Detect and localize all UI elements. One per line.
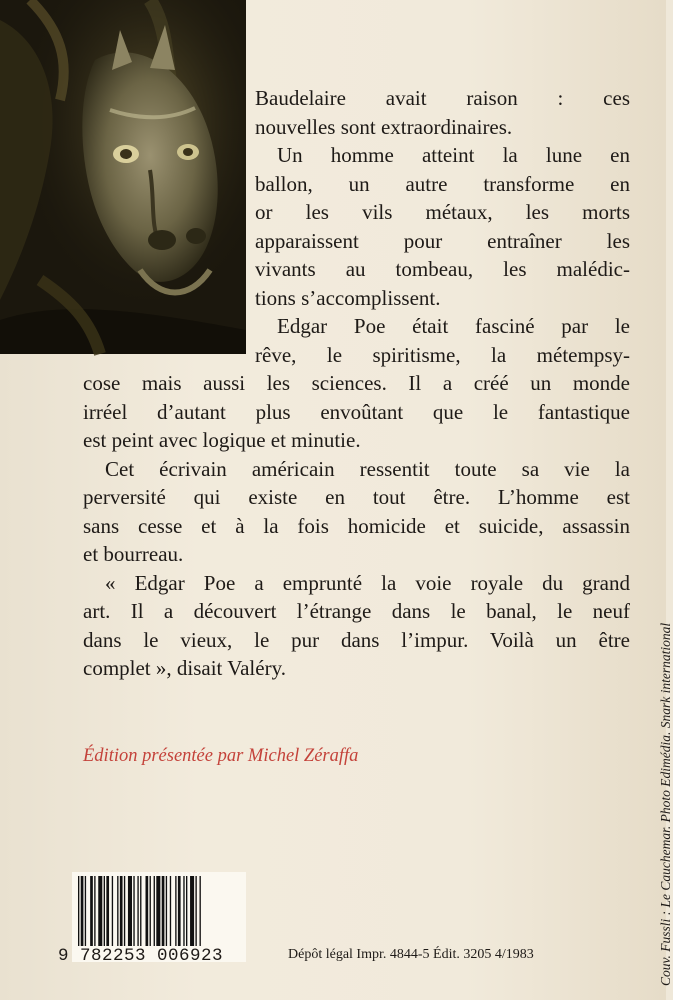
blurb-line: art. Il a découvert l’étrange dans le banal, le neuf [83,599,630,623]
blurb-line: cose mais aussi les sciences. Il a créé un monde [83,371,630,395]
blurb-line: Cet écrivain américain ressentit toute sa vie la [105,457,630,481]
blurb-line: est peint avec logique et minutie. [83,428,361,452]
blurb-line: Un homme atteint la lune en [277,143,630,167]
blurb-line: vivants au tombeau, les malédic- [255,257,630,281]
blurb-line: complet », disait Valéry. [83,656,286,680]
blurb-line: rêve, le spiritisme, la métempsy- [255,343,630,367]
blurb-line: irréel d’autant plus envoûtant que le fantastique [83,400,630,424]
blurb-line: et bourreau. [83,542,184,566]
blurb-line: or les vils métaux, les morts [255,200,630,224]
blurb-line: nouvelles sont extraordinaires. [255,115,513,139]
cover-photo-credit: Couv. Fussli : Le Cauchemar. Photo Edimédia. Snark international [658,622,673,986]
isbn-number: 9 782253 006923 [58,946,224,966]
blurb-line: sans cesse et à la fois homicide et suicide, assassin [83,514,630,538]
blurb-line: « Edgar Poe a emprunté la voie royale du grand [105,571,630,595]
blurb-line: dans le vieux, le pur dans l’impur. Voilà un être [83,628,630,652]
blurb-line: apparaissent pour entraîner les [255,229,630,253]
blurb-line: tions s’accomplissent. [255,286,441,310]
legal-deposit: Dépôt légal Impr. 4844-5 Édit. 3205 4/1983 [288,947,534,962]
blurb-line: Edgar Poe était fasciné par le [277,314,630,338]
blurb-line: ballon, un autre transforme en [255,172,630,196]
editor-credit: Édition présentée par Michel Zéraffa [83,746,359,766]
blurb-line: perversité qui existe en tout être. L’homme est [83,485,630,509]
blurb-line: Baudelaire avait raison : ces [255,86,630,110]
